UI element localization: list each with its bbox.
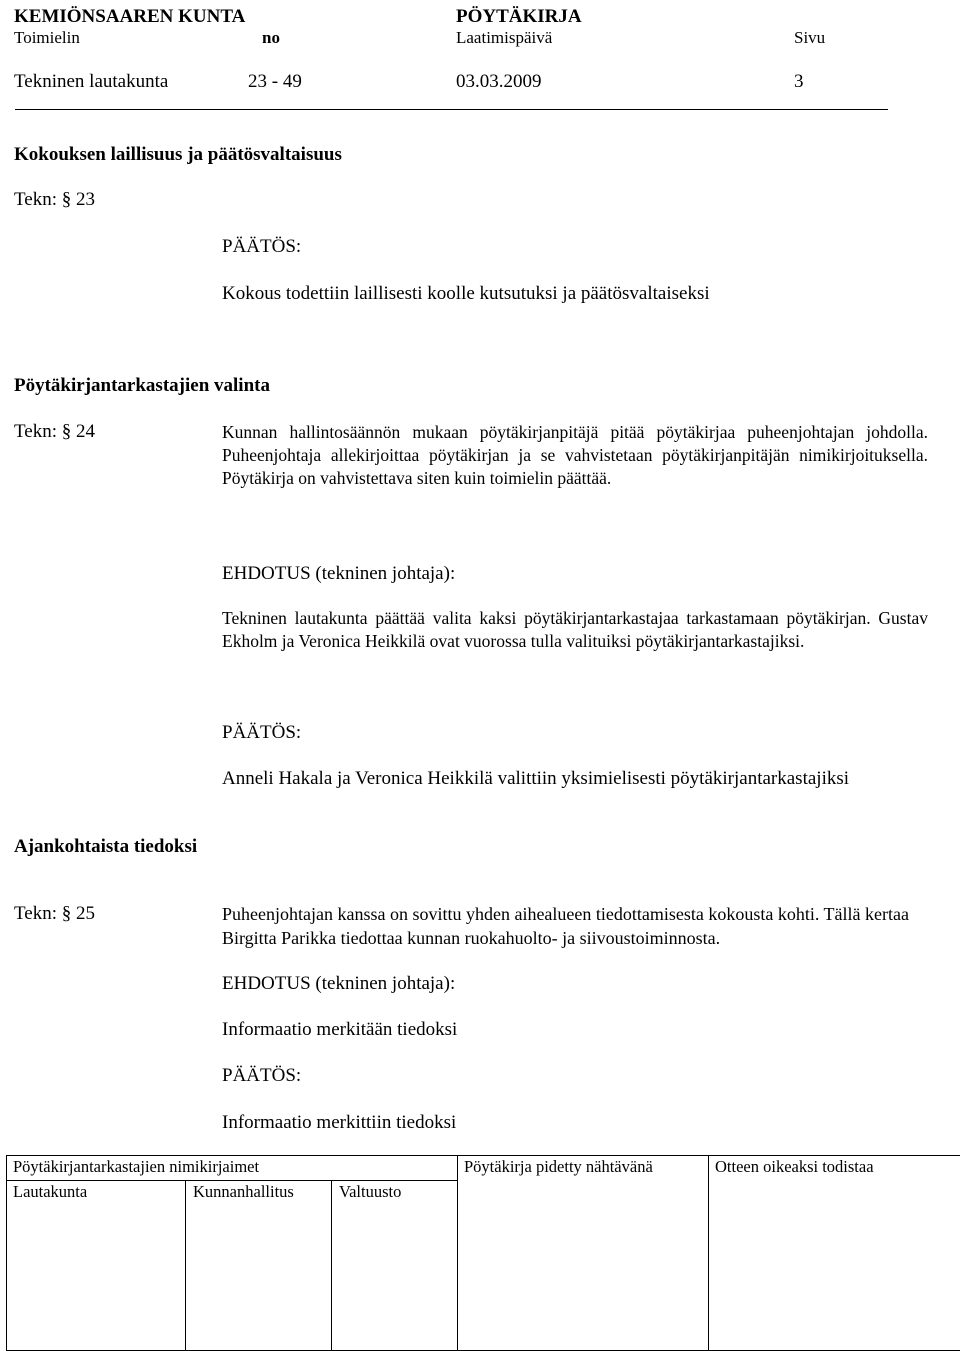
section-25-proposal-label: EHDOTUS (tekninen johtaja):	[222, 973, 456, 994]
section-24-intro-text: Kunnan hallintosäännön mukaan pöytäkirjanpitäjä pitää pöytäkirjaa puheenjohtajan johdolla. Puheenjohtaja allekirjoittaa pöytäkirjan ja se vahvistetaan pöytäkirjanpitäjän nimikirjoituksella. Pöytäkirja on vahvistettava siten kuin toimielin päättää.	[222, 422, 928, 488]
section-24-proposal	[222, 607, 928, 653]
body-label: Toimielin	[14, 28, 80, 47]
certified-label: Otteen oikeaksi todistaa	[715, 1157, 874, 1176]
section-24-ref: Tekn: § 24	[14, 421, 95, 442]
section-25-proposal-text: Informaatio merkitään tiedoksi	[222, 1019, 458, 1040]
section-24-decision-text: Anneli Hakala ja Veronica Heikkilä valittiin yksimielisesti pöytäkirjantarkastajiksi	[222, 768, 850, 789]
council-label: Valtuusto	[339, 1182, 402, 1201]
number-value: 23 - 49	[248, 71, 302, 92]
signatures-header-cell	[7, 1156, 458, 1181]
section-23-decision-label: PÄÄTÖS:	[222, 236, 302, 257]
date-label: Laatimispäivä	[456, 28, 553, 47]
display-cell	[458, 1156, 709, 1351]
section-25-ref: Tekn: § 25	[14, 903, 95, 924]
page-label: Sivu	[794, 28, 826, 47]
signatures-body-cell	[7, 1181, 458, 1351]
signatures-label: Pöytäkirjantarkastajien nimikirjaimet	[13, 1157, 260, 1176]
municipality-name: KEMIÖNSAAREN KUNTA	[14, 6, 246, 27]
section-24-proposal-text: Tekninen lautakunta päättää valita kaksi pöytäkirjantarkastajaa tarkastamaan pöytäkirjan. Gustav Ekholm ja Veronica Heikkilä ovat vuorossa tulla valituiksi pöytäkirjantarkastajiksi.	[222, 608, 928, 651]
section-24-intro	[222, 421, 928, 490]
header-divider	[15, 109, 888, 110]
signature-divider-2	[331, 1181, 332, 1350]
section-23-decision-text: Kokous todettiin laillisesti koolle kutsutuksi ja päätösvaltaiseksi	[222, 283, 710, 304]
government-label: Kunnanhallitus	[193, 1182, 294, 1201]
date-value: 03.03.2009	[456, 71, 542, 92]
section-25-intro-text: Puheenjohtajan kanssa on sovittu yhden aihealueen tiedottamisesta kokousta kohti. Tällä kertaa Birgitta Parikka tiedottaa kunnan ruokahuolto- ja siivoustoiminnosta.	[222, 904, 909, 948]
document-type: PÖYTÄKIRJA	[456, 6, 582, 27]
section-23-ref: Tekn: § 23	[14, 189, 95, 210]
section-25-heading: Ajankohtaista tiedoksi	[14, 836, 198, 857]
section-24-decision-label: PÄÄTÖS:	[222, 722, 302, 743]
section-25-decision-label: PÄÄTÖS:	[222, 1065, 302, 1086]
body-value: Tekninen lautakunta	[14, 71, 169, 92]
certified-cell	[709, 1156, 960, 1351]
section-24-proposal-label: EHDOTUS (tekninen johtaja):	[222, 563, 456, 584]
number-label: no	[262, 28, 280, 47]
signature-divider-1	[185, 1181, 186, 1350]
display-label: Pöytäkirja pidetty nähtävänä	[464, 1157, 653, 1176]
section-25-intro	[222, 902, 928, 950]
board-label: Lautakunta	[13, 1182, 88, 1201]
page-value: 3	[794, 71, 804, 92]
section-23-heading: Kokouksen laillisuus ja päätösvaltaisuus	[14, 144, 342, 165]
section-25-decision-text: Informaatio merkittiin tiedoksi	[222, 1112, 457, 1133]
signature-table	[6, 1155, 960, 1351]
section-24-heading: Pöytäkirjantarkastajien valinta	[14, 375, 270, 396]
